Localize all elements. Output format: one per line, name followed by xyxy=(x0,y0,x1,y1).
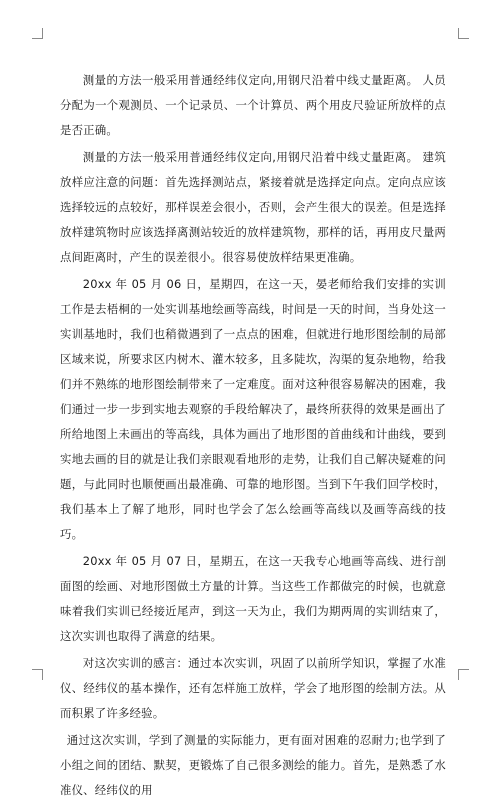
crop-mark-top-left xyxy=(32,28,43,39)
document-body xyxy=(60,68,446,805)
paragraph-reflections: 对这次实训的感言：通过本次实训，巩固了以前所学知识，掌握了水准仪、经纬仪的基本操作，还有怎样施工放样，学会了地形图的绘制方法。从而积累了许多经验。 xyxy=(60,656,446,720)
paragraph-day-0506: 20xx 年 05 月 06 日，星期四，在这一天，晏老师给我们安排的实训工作是去梧桐的一处实训基地绘画等高线，时间是一天的时间，当身处这一实训基地时，我们也稍微遇到了一点点的困难，但就进行地形图绘制的局部区域来说，所要求区内树木、灌木较多，且多陡坎，沟渠的复杂地物，给我们并不熟练的地形图绘制带来了一定难度。面对这种很容易解决的困难，我们通过一步一步到实地去观察的手段给解决了，最终所获得的效果是画出了所给地图上未画出的等高线，具体为画出了地形图的首曲线和计曲线，要到实地去画的目的就是让我们亲眼观看地形的走势，让我们自己解决疑难的问题，与此同时也顺便画出最准确、可靠的地形图。当到下午我们回学校时，我们基本上了解了地形，同时也学会了怎么绘画等高线以及画等高线的技巧。 xyxy=(60,277,446,541)
crop-mark-top-right xyxy=(458,28,469,39)
paragraph-personnel: 测量的方法一般采用普通经纬仪定向,用钢尺沿着中线丈量距离。 人员分配为一个观测员、一个记录员、一个计算员、两个用皮尺验证所放样的点是否正确。 xyxy=(60,73,446,137)
paragraph-layout-notes: 测量的方法一般采用普通经纬仪定向,用钢尺沿着中线丈量距离。 建筑放样应注意的问题：首先选择测站点，紧接着就是选择定向点。定向点应该选择较远的点较好，那样误差会很小，否则，会产生很大的误差。但是选择放样建筑物时应该选择离测站较近的放样建筑物，那样的话，再用皮尺量两点间距离时，产生的误差很小。很容易使放样结果更准确。 xyxy=(60,150,446,264)
crop-mark-bottom-right xyxy=(458,669,469,680)
crop-mark-bottom-left xyxy=(32,669,43,680)
paragraph-day-0507: 20xx 年 05 月 07 日，星期五，在这一天我专心地画等高线、进行剖面图的绘画、对地形图做土方量的计算。当这些工作都做完的时候，也就意味着我们实训已经接近尾声，到这一天为止，我们为期两周的实训结束了，这次实训也取得了满意的结果。 xyxy=(60,554,446,643)
paragraph-learnings: 通过这次实训，学到了测量的实际能力，更有面对困难的忍耐力;也学到了小组之间的团结、默契，更锻炼了自己很多测绘的能力。首先，是熟悉了水准仪、经纬仪的用 xyxy=(60,733,446,797)
